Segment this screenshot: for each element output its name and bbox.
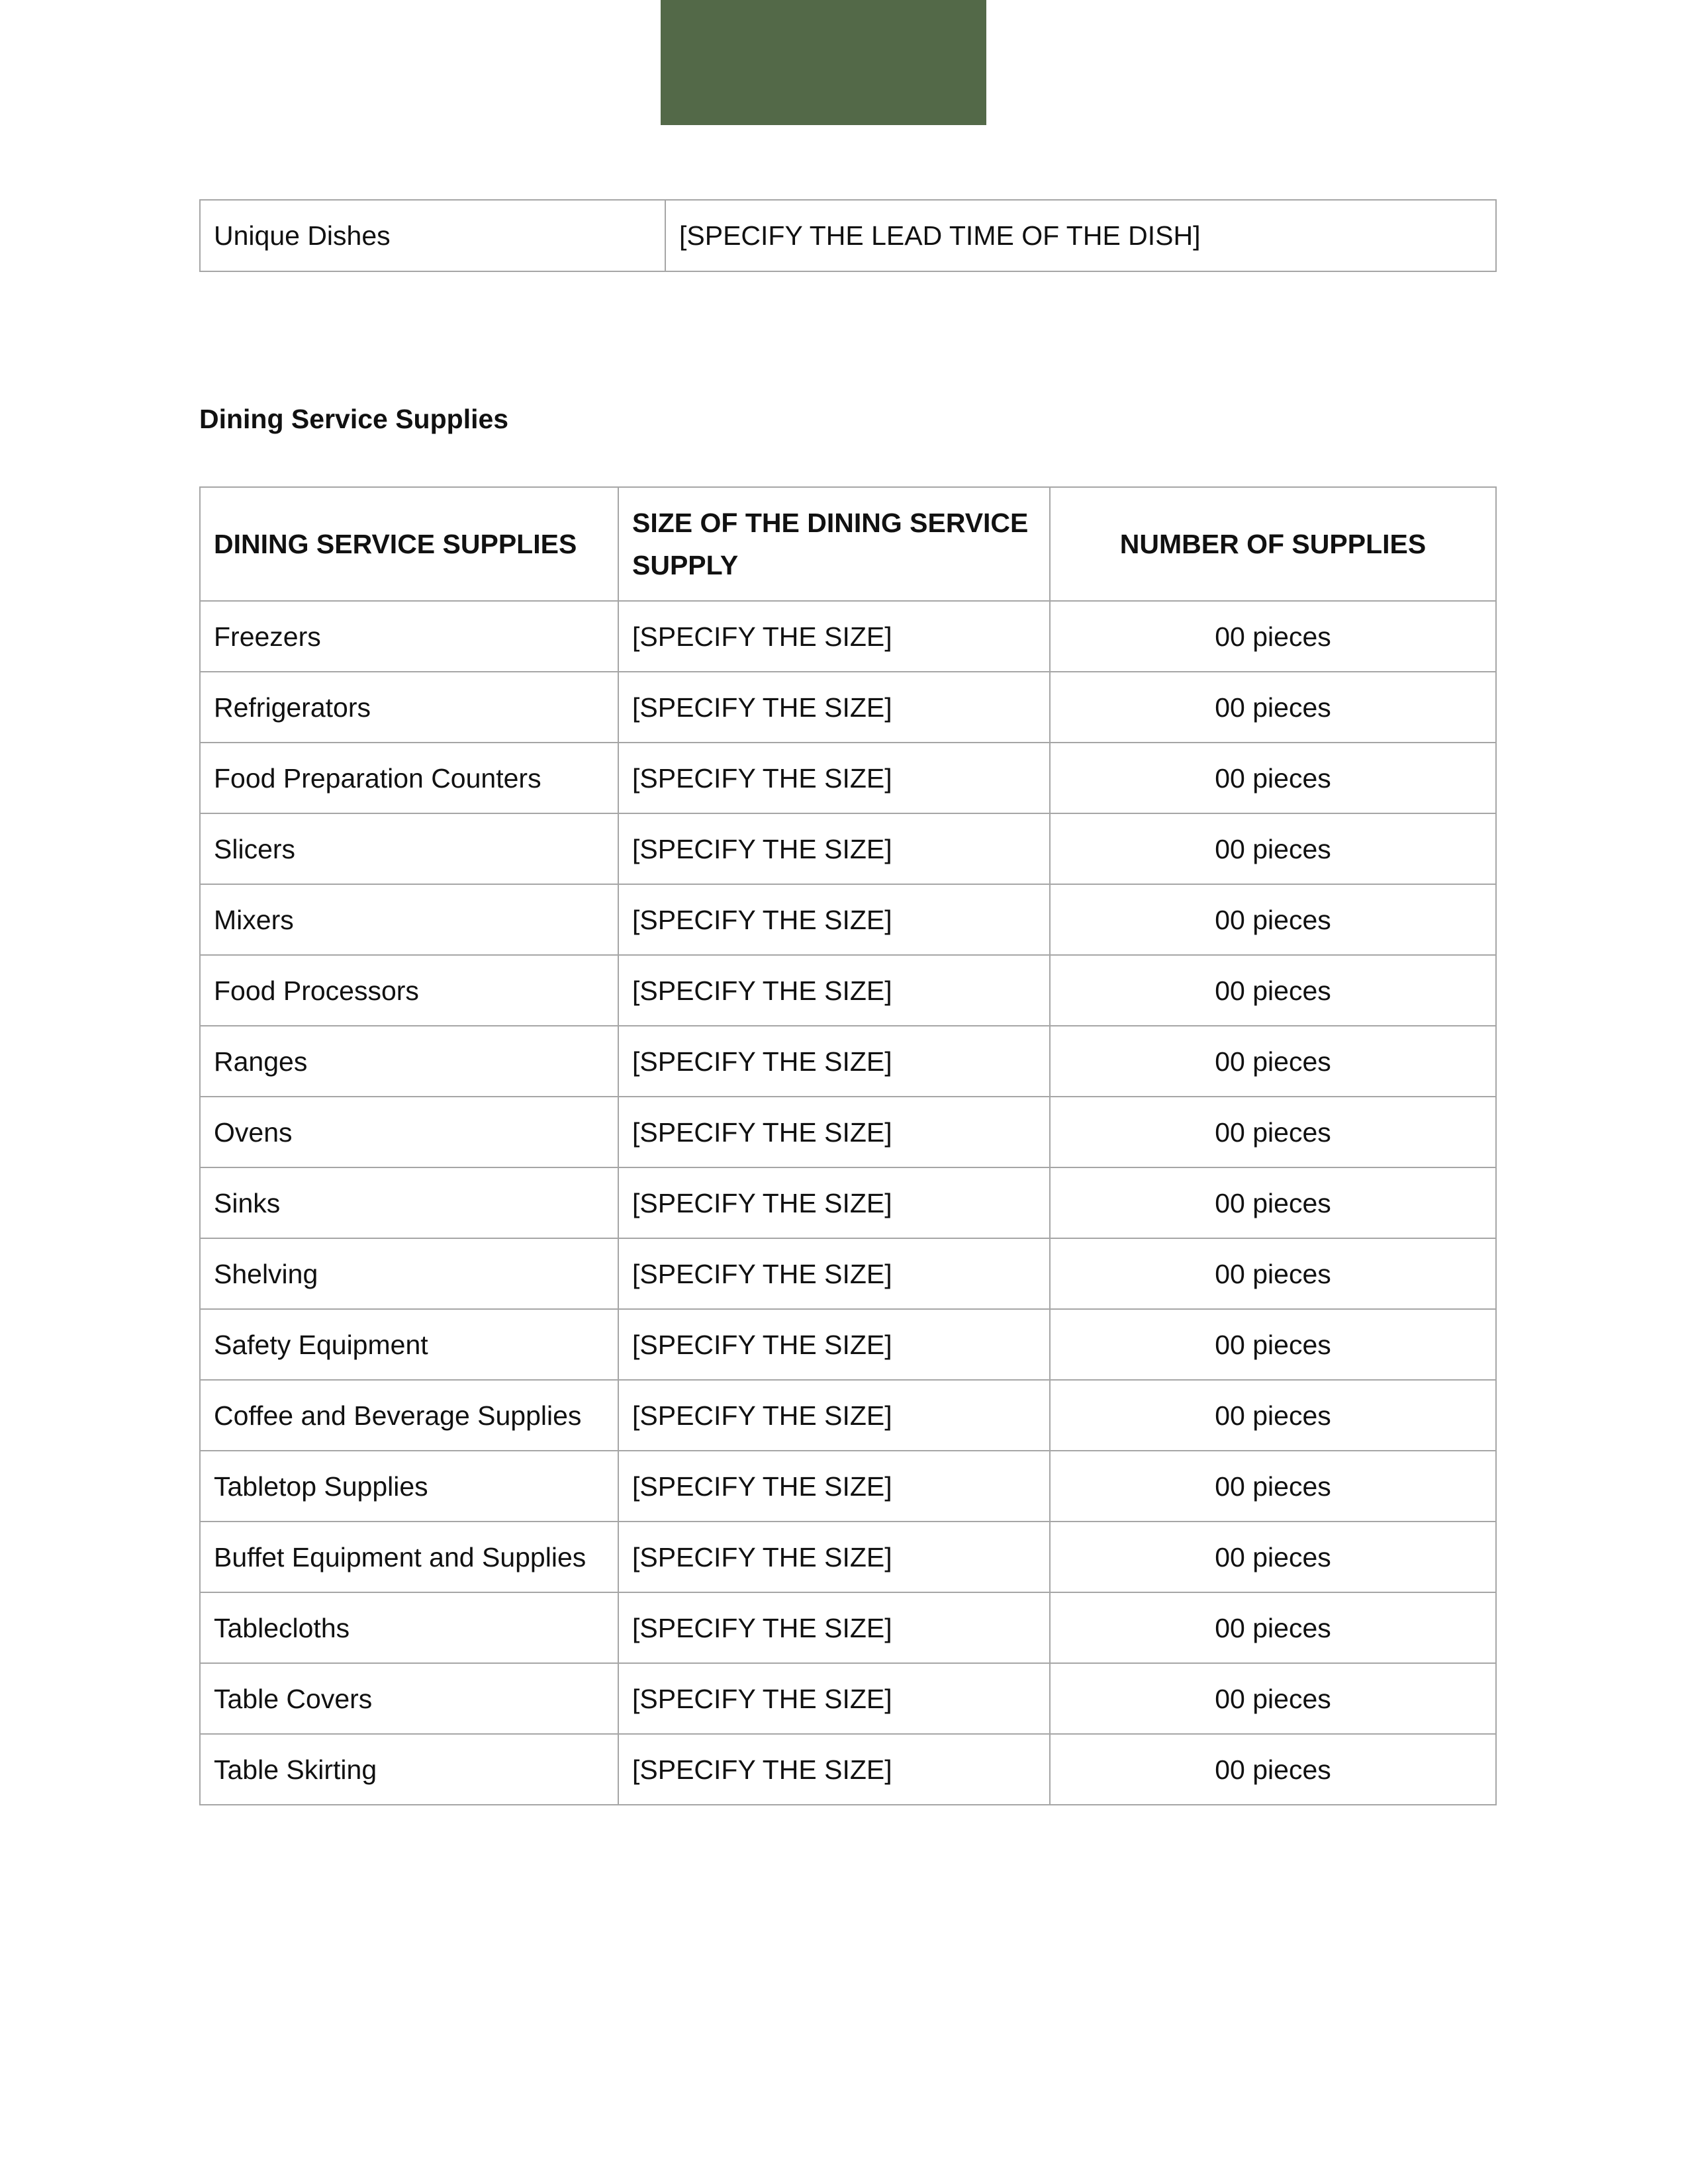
- table-row: [200, 813, 1496, 884]
- count-cell: 00 pieces: [1050, 1522, 1496, 1592]
- section-heading: Dining Service Supplies: [199, 404, 509, 434]
- dish-value-cell: [SPECIFY THE LEAD TIME OF THE DISH]: [665, 200, 1496, 271]
- item-cell: Safety Equipment: [200, 1309, 618, 1380]
- item-cell: Ovens: [200, 1097, 618, 1167]
- count-cell: 00 pieces: [1050, 743, 1496, 813]
- dining-supplies-table: [199, 486, 1497, 1805]
- item-cell: Shelving: [200, 1238, 618, 1309]
- table-row: [200, 884, 1496, 955]
- table-row: [200, 672, 1496, 743]
- item-cell: Food Processors: [200, 955, 618, 1026]
- size-cell: [SPECIFY THE SIZE]: [618, 1167, 1050, 1238]
- item-cell: Tabletop Supplies: [200, 1451, 618, 1522]
- item-cell: Table Skirting: [200, 1734, 618, 1805]
- column-header-size: SIZE OF THE DINING SERVICE SUPPLY: [618, 487, 1050, 601]
- item-cell: Coffee and Beverage Supplies: [200, 1380, 618, 1451]
- size-cell: [SPECIFY THE SIZE]: [618, 1309, 1050, 1380]
- count-cell: 00 pieces: [1050, 672, 1496, 743]
- table-row: [200, 1592, 1496, 1663]
- table-row: [200, 200, 1496, 271]
- count-cell: 00 pieces: [1050, 884, 1496, 955]
- table-row: [200, 1380, 1496, 1451]
- table-row: [200, 1167, 1496, 1238]
- table-row: [200, 955, 1496, 1026]
- size-cell: [SPECIFY THE SIZE]: [618, 743, 1050, 813]
- item-cell: Buffet Equipment and Supplies: [200, 1522, 618, 1592]
- item-cell: Slicers: [200, 813, 618, 884]
- table-row: [200, 1734, 1496, 1805]
- size-cell: [SPECIFY THE SIZE]: [618, 1734, 1050, 1805]
- table-row: [200, 1097, 1496, 1167]
- count-cell: 00 pieces: [1050, 601, 1496, 672]
- dish-lead-time-table: [199, 199, 1497, 272]
- size-cell: [SPECIFY THE SIZE]: [618, 1026, 1050, 1097]
- count-cell: 00 pieces: [1050, 955, 1496, 1026]
- table-row: [200, 1522, 1496, 1592]
- table-row: [200, 601, 1496, 672]
- size-cell: [SPECIFY THE SIZE]: [618, 955, 1050, 1026]
- size-cell: [SPECIFY THE SIZE]: [618, 813, 1050, 884]
- table-header-row: [200, 487, 1496, 601]
- count-cell: 00 pieces: [1050, 1309, 1496, 1380]
- count-cell: 00 pieces: [1050, 1451, 1496, 1522]
- count-cell: 00 pieces: [1050, 1734, 1496, 1805]
- count-cell: 00 pieces: [1050, 1097, 1496, 1167]
- item-cell: Sinks: [200, 1167, 618, 1238]
- table-row: [200, 1238, 1496, 1309]
- item-cell: Freezers: [200, 601, 618, 672]
- count-cell: 00 pieces: [1050, 1663, 1496, 1734]
- size-cell: [SPECIFY THE SIZE]: [618, 1451, 1050, 1522]
- table-row: [200, 1451, 1496, 1522]
- table-row: [200, 1309, 1496, 1380]
- count-cell: 00 pieces: [1050, 1380, 1496, 1451]
- size-cell: [SPECIFY THE SIZE]: [618, 1522, 1050, 1592]
- column-header-item: DINING SERVICE SUPPLIES: [200, 487, 618, 601]
- item-cell: Ranges: [200, 1026, 618, 1097]
- item-cell: Mixers: [200, 884, 618, 955]
- size-cell: [SPECIFY THE SIZE]: [618, 1592, 1050, 1663]
- size-cell: [SPECIFY THE SIZE]: [618, 1380, 1050, 1451]
- item-cell: Food Preparation Counters: [200, 743, 618, 813]
- size-cell: [SPECIFY THE SIZE]: [618, 1097, 1050, 1167]
- size-cell: [SPECIFY THE SIZE]: [618, 601, 1050, 672]
- count-cell: 00 pieces: [1050, 1167, 1496, 1238]
- size-cell: [SPECIFY THE SIZE]: [618, 672, 1050, 743]
- count-cell: 00 pieces: [1050, 813, 1496, 884]
- table-row: [200, 1026, 1496, 1097]
- size-cell: [SPECIFY THE SIZE]: [618, 1238, 1050, 1309]
- count-cell: 00 pieces: [1050, 1592, 1496, 1663]
- table-row: [200, 1663, 1496, 1734]
- dish-label-cell: Unique Dishes: [200, 200, 665, 271]
- header-color-block: [661, 0, 986, 125]
- size-cell: [SPECIFY THE SIZE]: [618, 1663, 1050, 1734]
- count-cell: 00 pieces: [1050, 1026, 1496, 1097]
- size-cell: [SPECIFY THE SIZE]: [618, 884, 1050, 955]
- count-cell: 00 pieces: [1050, 1238, 1496, 1309]
- table-row: [200, 743, 1496, 813]
- item-cell: Table Covers: [200, 1663, 618, 1734]
- item-cell: Tablecloths: [200, 1592, 618, 1663]
- column-header-count: NUMBER OF SUPPLIES: [1050, 487, 1496, 601]
- item-cell: Refrigerators: [200, 672, 618, 743]
